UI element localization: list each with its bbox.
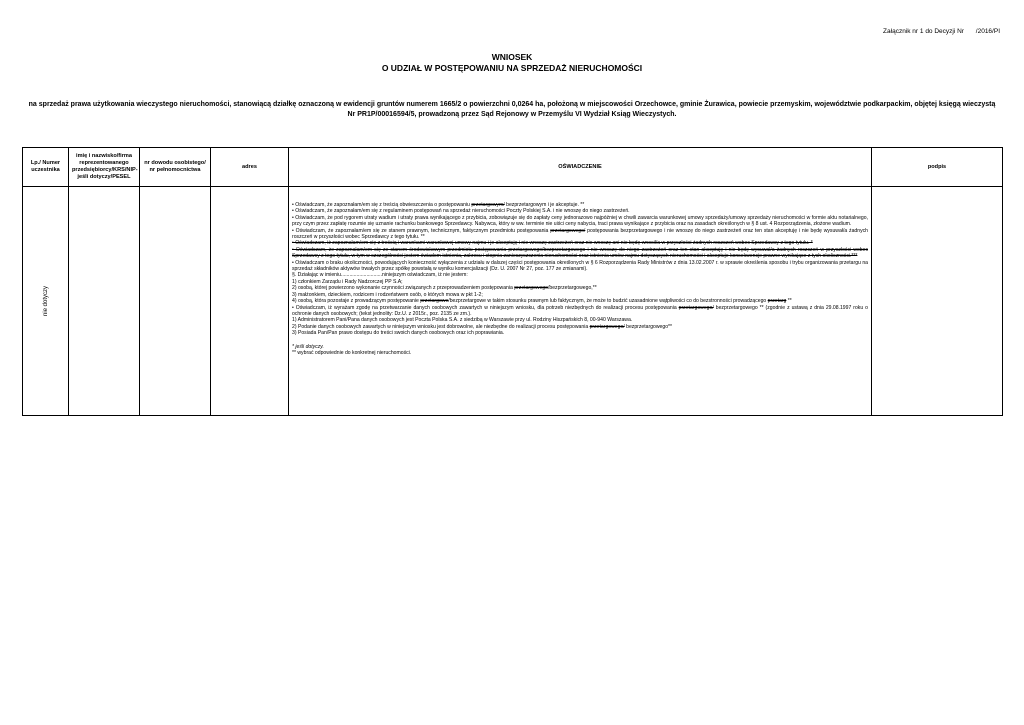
application-table: [22, 147, 1003, 416]
declaration-line: 2) osobą, której powierzono wykonanie czynności związanych z przeprowadzeniem postępowania przetargowego/bezprzetargowego,**: [292, 285, 597, 292]
declaration-line-struck: • Oświadczam, że zapoznałam/em się ze stanem środowiskowym przedmiotu postępowania przetargowego/bezprzetargowego i nie wnoszę do niego zastrzeżeń oraz ten stan akceptuję i nie będę wysuwał/a żadnych roszczeń w przyszłości wobec Sprzedawcy z tego tytułu, w tym w szczególności jestem świadom istnienia, zakresu i stopnia zanieczyszczenia nieruchomości oraz istnienia umów najmu dotyczących nieruchomości i akceptuje konsekwencje prawne wynikające z tych okoliczności.***: [292, 246, 868, 260]
cell-name[interactable]: [69, 187, 140, 416]
intro-line-2: Nr PR1P/00016594/5, prowadzoną przez Sąd Rejonowy w Przemyślu VI Wydział Ksiąg Wieczystych.: [347, 110, 677, 118]
header-address: adres: [211, 148, 289, 187]
declaration-text: [292, 202, 868, 337]
header-name: imię i nazwisko/firma reprezentowanego przedsiębiorcy/KRS/NIP-jeśli dotyczy/PESEL: [69, 148, 140, 187]
declaration-line: 1) członkiem Zarządu i Rady Nadzorczej PP S.A;: [292, 278, 403, 285]
table-header-row: [23, 148, 1003, 187]
declaration-line: 4) osobą, która pozostaje z prowadzącym postępowanie przetargowe/bezprzetargowe w takim stosunku prawnym lub faktycznym, że może to budzić uzasadnione wątpliwości co do bezstronności prowadzącego przetarg **: [292, 298, 792, 305]
cell-lp[interactable]: [23, 187, 69, 416]
document-title: [0, 52, 1024, 74]
declaration-line-struck: • Oświadczam, iż zapoznałam/em się z treścią i warunkami warunkowej umowy najmu i je akceptuję i nie wnoszę zastrzeżeń oraz nie wnoszę ani nie będę wnosił/a w przyszłości żadnych roszczeń wobec Sprzedawcy z tego tytułu. *: [292, 240, 813, 247]
title-line-2: O UDZIAŁ W POSTĘPOWANIU NA SPRZEDAŻ NIERUCHOMOŚCI: [381, 63, 643, 73]
header-declaration: OŚWIADCZENIE: [289, 148, 872, 187]
footnote-choose: ** wybrać odpowiednie do konkretnej nieruchomości.: [292, 349, 412, 356]
header-id: nr dowodu osobistego/ nr pełnomocnictwa: [140, 148, 211, 187]
declaration-line: 3) Posiada Pan/Pan prawo dostępu do treści swoich danych osobowych oraz ich poprawiania.: [292, 330, 505, 337]
declaration-line: 2) Podanie danych osobowych zawartych w niniejszym wniosku jest dobrowolne, ale niezbędne do realizacji procesu postępowania przetargowego/ bezprzetargowego**: [292, 323, 673, 330]
lp-not-applicable: nie dotyczy: [42, 285, 49, 317]
declaration-line: • Oświadczam, że zapoznałam/em się z treścią obwieszczenia o postępowaniu przetargowym/ bezprzetargowym i je akceptuje. **: [292, 202, 585, 208]
footnote-if-applicable: * jeśli dotyczy.: [292, 343, 324, 350]
annex-note: [883, 28, 1000, 35]
declaration-line: • Oświadczam, iż wyrażam zgodę na przetwarzanie danych osobowych zawartych w niniejszym wniosku, dla potrzeb niezbędnych do realizacji procesu postępowania przetargowego/ bezprzetargowego ** (zgodnie z ustawą z dnia 29.08.1997 roku o ochronie danych osobowych; (tekst jednolity: Dz.U. z 2015r., poz. 2135 ze zm.).: [292, 304, 868, 317]
table-row: [23, 187, 1003, 416]
header-lp: Lp./ Numer uczestnika: [23, 148, 69, 187]
cell-declaration: [289, 187, 872, 416]
annex-suffix: /2016/PI: [975, 28, 1000, 35]
cell-signature[interactable]: [872, 187, 1003, 416]
title-line-1: WNIOSEK: [491, 52, 533, 62]
intro-line-1: na sprzedaż prawa użytkowania wieczystego nieruchomości, stanowiącą działkę oznaczoną w ewidencji gruntów numerem 1665/2 o powierzchni 0,0264 ha, położoną w miejscowości Orzechowce, gminie Żurawica, powiecie przemyskim, województwie podkarpackim, objętej księgą wieczystą: [28, 101, 996, 108]
declaration-line: • Oświadczam o braku okoliczności, powodujących konieczność wyłączenia z udziału w dalszej części postępowania określonych w § 6 Rozporządzenia Rady Ministrów z dnia 13.02.2007 r. w sprawie określenia sposobu i trybu organizowania przetargu na sprzedaż składników aktywów trwałych przez spółkę powstałą w wyniku komercjalizacji (Dz. U. 2007 Nr 27, poz. 177 ze zmianami).: [292, 259, 868, 273]
cell-address[interactable]: [211, 187, 289, 416]
declaration-line: • Oświadczam, że zapoznałam/em się ze stanem prawnym, technicznym, faktycznym przedmiotu postępowania przetargowego/ postępowania bezprzetargowego i nie wnoszę do niego zastrzeżeń oraz ten stan akceptuję i nie będę wysuwał/a żadnych roszczeń w przyszłości wobec Sprzedawcy z tego tytułu. **: [292, 227, 868, 241]
declaration-line: 3) małżonkiem, dzieckiem, rodzicem i rodzeństwem osób, o których mowa w pkt 1-2;: [292, 291, 483, 298]
declaration-line: • Oświadczam, że zapoznałam/em się z regulaminem postępowań na sprzedaż nieruchomości Poczty Polskiej S.A. i nie wnoszę do niego zastrzeżeń.: [292, 208, 630, 215]
annex-label: Załącznik nr 1 do Decyzji Nr: [883, 28, 964, 35]
intro-paragraph: [22, 100, 1002, 119]
cell-id[interactable]: [140, 187, 211, 416]
declaration-line: §. Działając w imieniu.............................niniejszym oświadczam, iż nie jestem:: [292, 272, 468, 279]
declaration-line: 1) Administratorem Pani/Pana danych osobowych jest Poczta Polska S.A. z siedzibą w Warszawie przy ul. Rodziny Hiszpańskich 8, 00-940 Warszawa.: [292, 317, 633, 324]
footnotes: [292, 344, 868, 357]
declaration-line: • Oświadczam, że pod rygorem utraty wadium i utraty prawa wynikającego z przybicia, zobowiązuje się do zapłaty ceny jednorazowo najpóźniej w chwili zawarcia warunkowej umowy sprzedaży/umowy sprzedaży nieruchomości w formie aktu notarialnego, przy czym przez zapłatę rozumie się uznanie rachunku bankowego Sprzedawcy. Nabywca, który w ww. terminie nie uiści ceny nabycia, traci prawa wynikające z przybicia oraz na zasadach określonych w § 8 ust. 4 Rozporządzenia, złożone wadium.: [292, 214, 868, 228]
header-signature: podpis: [872, 148, 1003, 187]
